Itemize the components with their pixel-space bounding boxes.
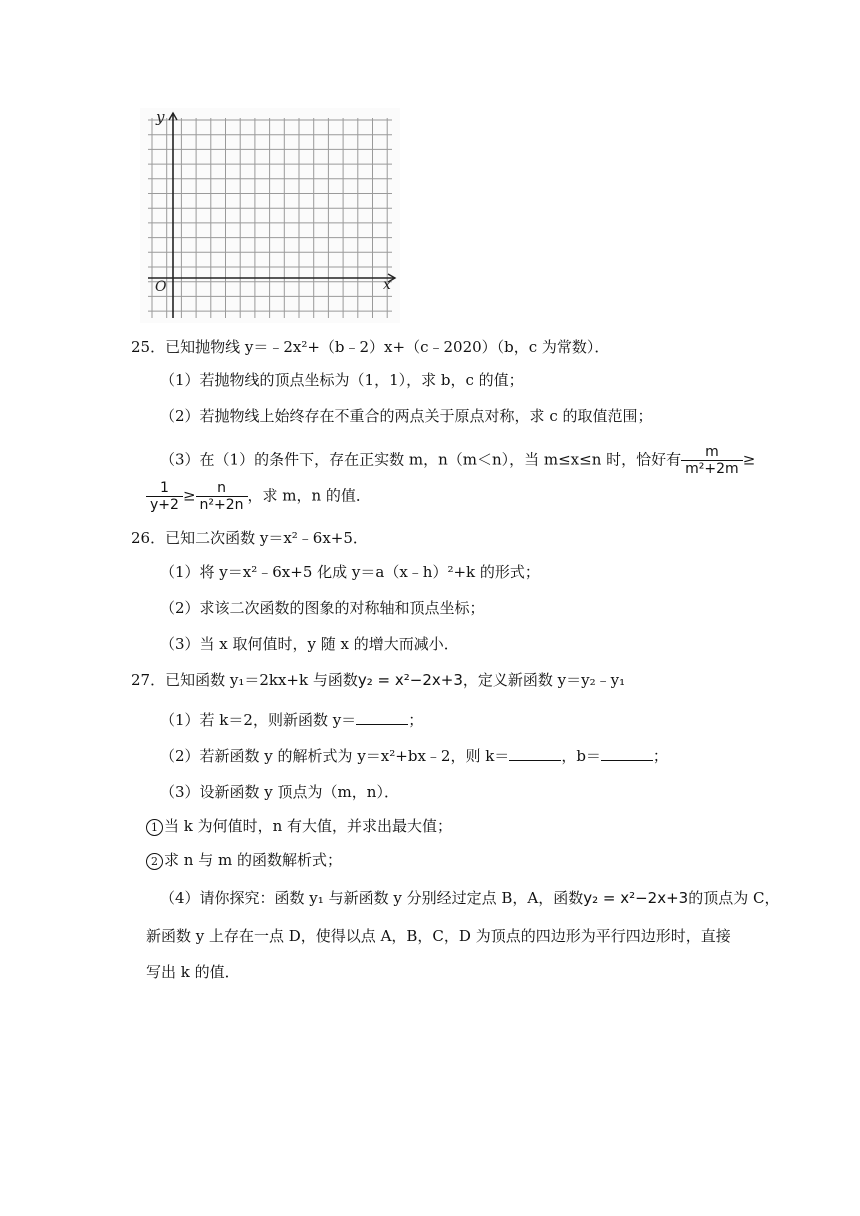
fraction-denominator: y+2 (150, 497, 179, 513)
answer-blank-b[interactable] (601, 746, 653, 761)
q27-part4-formula: y₂ = x²−2x+3 (583, 889, 689, 907)
q27-part4 (160, 888, 779, 908)
fraction-numerator: 1 (146, 480, 183, 497)
q27-part2-text: （2）若新函数 y 的解析式为 y＝x²+bx﹣2，则 k＝ (160, 747, 510, 765)
q27-part4-line2: 新函数 y 上存在一点 D，使得以点 A，B，C，D 为顶点的四边形为平行四边形时，直接 (146, 927, 731, 945)
answer-blank-k[interactable] (509, 746, 561, 761)
x-axis-label: x (383, 277, 391, 293)
q27-stem-text: 27．已知函数 y₁＝2kx+k 与函数 (131, 671, 358, 689)
y-axis-label: y (156, 108, 165, 126)
fraction-m-over-m2-2m (681, 444, 743, 477)
q27-part4-line3: 写出 k 的值． (146, 963, 240, 981)
coordinate-grid-figure (140, 108, 400, 323)
q25-part3 (160, 444, 755, 477)
q27-part1 (160, 710, 423, 730)
coordinate-grid-svg (140, 108, 400, 323)
answer-blank[interactable] (356, 710, 408, 725)
q27-part4-text-2: 的顶点为 C， (688, 889, 780, 907)
fraction-numerator: n (196, 480, 248, 497)
q27-sub1-text: 当 k 为何值时，n 有大值，并求出最大值； (164, 817, 453, 835)
q26-part3: （3）当 x 取何值时，y 随 x 的增大而减小． (160, 635, 459, 653)
q26-part1: （1）将 y＝x²﹣6x+5 化成 y＝a（x﹣h）²+k 的形式； (160, 563, 540, 581)
q27-part1-text: （1）若 k＝2，则新函数 y＝ (160, 711, 357, 729)
q27-part1-end: ； (408, 711, 424, 729)
fraction-1-over-y-plus-2 (146, 480, 183, 513)
q27-stem-text-2: ，定义新函数 y＝y₂﹣y₁ (462, 671, 626, 689)
q26-part2: （2）求该二次函数的图象的对称轴和顶点坐标； (160, 599, 485, 617)
q25-part3-line2 (146, 480, 371, 513)
circled-number-1: 1 (146, 819, 163, 836)
q27-stem (131, 670, 625, 690)
q27-sub1 (146, 816, 452, 836)
q27-part2-end: ； (652, 747, 668, 765)
q27-sub2 (146, 850, 342, 870)
origin-label: O (155, 279, 167, 295)
q27-part4-text: （4）请你探究：函数 y₁ 与新函数 y 分别经过定点 B，A，函数 (160, 889, 584, 907)
ge-sign: ≥ (182, 486, 196, 505)
q25-part3-text: （3）在（1）的条件下，存在正实数 m，n（m＜n），当 m≤x≤n 时，恰好有 (160, 450, 682, 469)
q27-part2 (160, 746, 668, 766)
fraction-n-over-n2-2n (196, 480, 248, 513)
q26-stem: 26．已知二次函数 y＝x²﹣6x+5． (131, 529, 368, 547)
fraction-denominator: m²+2m (685, 461, 739, 477)
fraction-numerator: m (681, 444, 743, 461)
q25-part3-tail: ，求 m，n 的值． (247, 486, 371, 505)
q25-stem: 25．已知抛物线 y＝﹣2x²+（b﹣2）x+（c﹣2020）（b，c 为常数）． (131, 338, 610, 356)
fraction-denominator: n²+2n (199, 497, 244, 513)
q27-sub2-text: 求 n 与 m 的函数解析式； (164, 851, 342, 869)
q27-y2-formula: y₂ = x²−2x+3 (357, 671, 463, 689)
q27-part3: （3）设新函数 y 顶点为（m，n）． (160, 783, 399, 801)
q27-part2-mid: ，b＝ (561, 747, 601, 765)
q25-part1: （1）若抛物线的顶点坐标为（1，1），求 b，c 的值； (160, 371, 524, 389)
circled-number-2: 2 (146, 853, 163, 870)
ge-sign: ≥ (742, 450, 756, 469)
q25-part2: （2）若抛物线上始终存在不重合的两点关于原点对称，求 c 的取值范围； (160, 407, 653, 425)
